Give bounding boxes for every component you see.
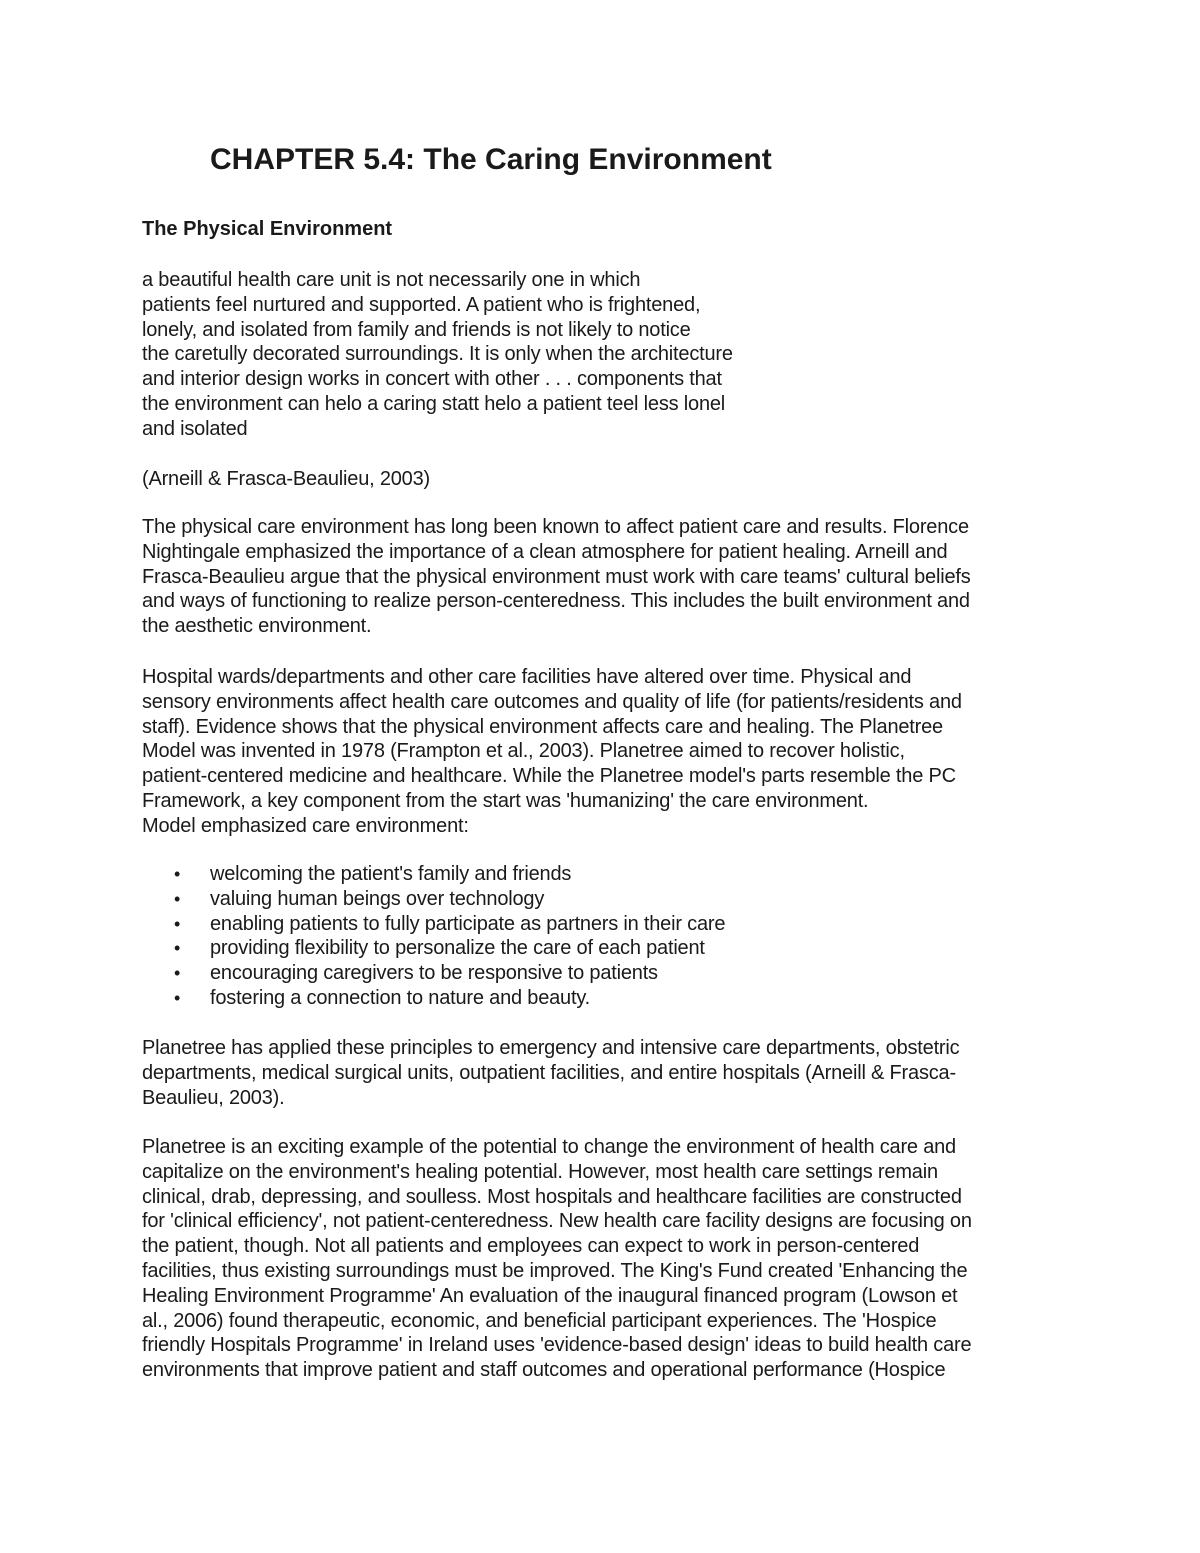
paragraph-line: for 'clinical efficiency', not patient-centeredness. New health care facility designs are focusing on <box>142 1210 972 1233</box>
paragraph-line: departments, medical surgical units, outpatient facilities, and entire hospitals (Arneill & Frasca- <box>142 1061 956 1084</box>
paragraph-line: Planetree is an exciting example of the potential to change the environment of health care and <box>142 1136 956 1158</box>
list-item <box>142 936 725 961</box>
paragraph-line: Beaulieu, 2003). <box>142 1086 285 1109</box>
quote-line: the environment can helo a caring statt helo a patient teel less lonel <box>142 392 726 415</box>
paragraph-line: the aesthetic environment. <box>142 615 372 638</box>
quote-line: lonely, and isolated from family and friends is not likely to notice <box>142 318 691 341</box>
paragraph-line: friendly Hospitals Programme' in Ireland uses 'evidence-based design' ideas to build health care <box>142 1334 972 1357</box>
paragraph-line: clinical, drab, depressing, and soulless. Most hospitals and healthcare facilities are constructed <box>142 1185 962 1208</box>
care-environment-list <box>142 862 725 1011</box>
paragraph-line: al., 2006) found therapeutic, economic, and beneficial participant experiences. The 'Hospice <box>142 1309 937 1332</box>
list-item <box>142 961 725 986</box>
block-quote <box>142 268 1072 442</box>
paragraph-line: patient-centered medicine and healthcare. While the Planetree model's parts resemble the PC <box>142 765 956 788</box>
paragraph-line: Nightingale emphasized the importance of a clean atmosphere for patient healing. Arneill and <box>142 540 948 563</box>
list-item-text: providing flexibility to personalize the care of each patient <box>210 937 705 960</box>
bullet-icon: • <box>174 888 181 909</box>
list-item <box>142 986 725 1011</box>
paragraph-physical-environment <box>142 515 1072 639</box>
paragraph-line: the patient, though. Not all patients and employees can expect to work in person-centered <box>142 1235 920 1258</box>
paragraph-planetree-applications <box>142 1036 1072 1110</box>
paragraph-line: Hospital wards/departments and other care facilities have altered over time. Physical and <box>142 666 912 688</box>
paragraph-planetree-model <box>142 665 1072 839</box>
paragraph-line: Model was invented in 1978 (Frampton et al., 2003). Planetree aimed to recover holistic, <box>142 740 905 763</box>
paragraph-line: staff). Evidence shows that the physical environment affects care and healing. The Planetree <box>142 715 943 738</box>
quote-line: patients feel nurtured and supported. A patient who is frightened, <box>142 293 701 316</box>
list-item-text: valuing human beings over technology <box>210 887 545 910</box>
paragraph-line: Planetree has applied these principles to emergency and intensive care departments, obstetric <box>142 1037 960 1059</box>
bullet-icon: • <box>174 913 181 934</box>
list-item-text: enabling patients to fully participate as partners in their care <box>210 912 726 935</box>
list-item-text: welcoming the patient's family and friends <box>210 863 572 885</box>
paragraph-line: The physical care environment has long been known to affect patient care and results. Florence <box>142 516 969 538</box>
quote-citation: (Arneill & Frasca-Beaulieu, 2003) <box>142 468 430 490</box>
paragraph-line: capitalize on the environment's healing potential. However, most health care settings remain <box>142 1160 938 1183</box>
section-heading: The Physical Environment <box>142 218 393 240</box>
bullet-icon: • <box>174 864 181 884</box>
list-item <box>142 912 725 937</box>
paragraph-line: Model emphasized care environment: <box>142 814 469 837</box>
paragraph-line: and ways of functioning to realize person-centeredness. This includes the built environment and <box>142 590 970 613</box>
bullet-icon: • <box>174 987 181 1008</box>
quote-line: and interior design works in concert with other . . . components that <box>142 368 722 391</box>
paragraph-line: sensory environments affect health care outcomes and quality of life (for patients/residents and <box>142 690 962 713</box>
quote-line: a beautiful health care unit is not necessarily one in which <box>142 269 641 291</box>
chapter-title: CHAPTER 5.4: The Caring Environment <box>210 143 772 176</box>
list-item <box>142 887 725 912</box>
paragraph-healing-environment <box>142 1135 1072 1383</box>
paragraph-line: Framework, a key component from the start was 'humanizing' the care environment. <box>142 789 869 812</box>
bullet-icon: • <box>174 938 181 959</box>
paragraph-line: environments that improve patient and staff outcomes and operational performance (Hospice <box>142 1359 946 1382</box>
list-item-text: encouraging caregivers to be responsive to patients <box>210 962 658 985</box>
paragraph-line: facilities, thus existing surroundings must be improved. The King's Fund created 'Enhancing the <box>142 1259 968 1282</box>
list-item-text: fostering a connection to nature and beauty. <box>210 986 590 1009</box>
list-item <box>142 862 725 887</box>
paragraph-line: Frasca-Beaulieu argue that the physical environment must work with care teams' cultural beliefs <box>142 565 971 588</box>
quote-line: and isolated <box>142 417 248 440</box>
quote-line: the caretully decorated surroundings. It is only when the architecture <box>142 343 733 366</box>
paragraph-line: Healing Environment Programme' An evaluation of the inaugural financed program (Lowson et <box>142 1284 958 1307</box>
bullet-icon: • <box>174 963 181 984</box>
